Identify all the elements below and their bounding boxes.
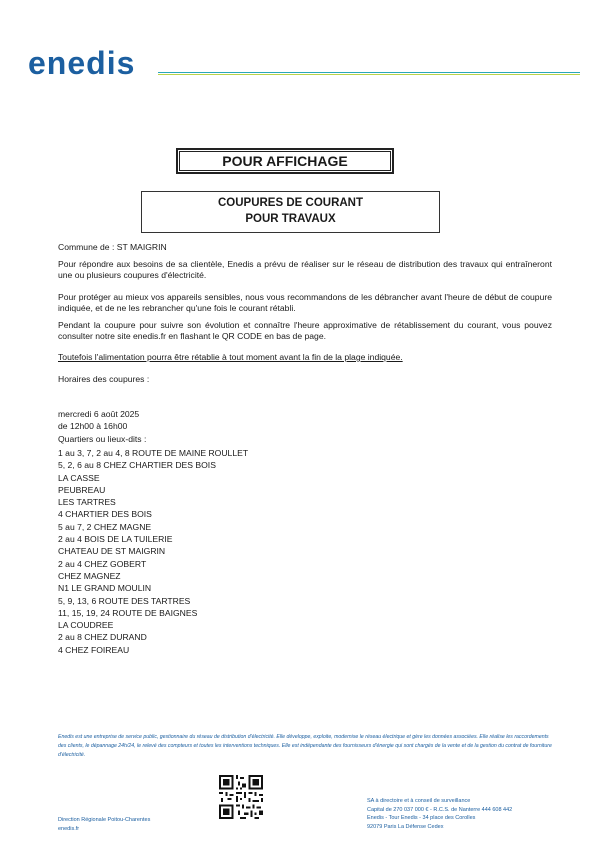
list-item: 2 au 8 CHEZ DURAND [58,632,147,643]
commune-line: Commune de : ST MAIGRIN [58,242,167,252]
paragraph-protect: Pour protéger au mieux vos appareils sensibles, nous vous recommandons de les débrancher avant l'heure de début de coupure indiquée, et de ne les rebrancher qu'une fois le courant rétabli. [58,292,552,313]
outage-time: de 12h00 à 16h00 [58,421,128,431]
list-item: PEUBREAU [58,484,106,495]
paragraph-warning: Toutefois l'alimentation pourra être rétablie à tout moment avant la fin de la plage indiquée. [58,352,403,362]
list-item: LES TARTRES [58,497,116,508]
list-item: 11, 15, 19, 24 ROUTE DE BAIGNES [58,607,198,618]
outage-date: mercredi 6 août 2025 [58,409,140,419]
list-item: 2 au 4 CHEZ GOBERT [58,558,147,569]
list-item: 1 au 3, 7, 2 au 4, 8 ROUTE DE MAINE ROULLET [58,448,249,458]
footer-company-info [367,797,512,831]
horaires-label: Horaires des coupures : [58,374,150,384]
coupures-title-line2: POUR TRAVAUX [245,213,336,225]
coupures-title-line1: COUPURES DE COURANT [217,197,364,209]
list-item: 4 CHARTIER DES BOIS [58,509,152,520]
list-item: 5, 9, 13, 6 ROUTE DES TARTRES [58,595,191,606]
quartiers-label: Quartiers ou lieux-dits : [58,434,147,444]
list-item: N1 LE GRAND MOULIN [58,583,152,594]
list-item: 5 au 7, 2 CHEZ MAGNE [58,521,152,532]
list-item: CHATEAU DE ST MAIGRIN [58,546,166,557]
header-rule [158,72,580,73]
paragraph-qr: Pendant la coupure pour suivre son évolution et connaître l'heure approximative de rétablissement du courant, vous pouvez consulter notre site enedis.fr en flashant le QR CODE en bas de page. [58,320,552,341]
direction-name: Direction Régionale Poitou-Charentes [58,817,151,823]
list-item: 2 au 4 BOIS DE LA TUILERIE [58,534,173,545]
enedis-logo [28,44,158,80]
company-capital: Capital de 270 037 000 € - R.C.S. de Nanterre 444 608 442 [367,806,513,813]
list-item: 4 CHEZ FOIREAU [58,644,130,655]
locations-list [58,447,248,656]
pour-affichage-title: POUR AFFICHAGE [179,151,391,171]
company-form: SA à directoire et à conseil de surveillance [367,798,471,804]
company-city: 92079 Paris La Défense Cedex [367,823,444,830]
list-item: CHEZ MAGNEZ [58,570,121,581]
site-link[interactable]: enedis.fr [58,826,80,832]
footer-direction [58,816,150,834]
coupures-box [141,191,440,233]
list-item: LA CASSE [58,472,100,483]
list-item: LA COUDREE [58,620,114,631]
qr-code-icon[interactable] [219,775,263,819]
svg-text:enedis: enedis [28,45,136,80]
header-rule-accent [158,74,580,75]
pour-affichage-box [176,148,394,174]
paragraph-intro: Pour répondre aux besoins de sa clientèle, Enedis a prévu de réaliser sur le réseau de distribution des travaux qui entraîneront une ou plusieurs coupures d'électricité. [58,259,552,280]
legal-notice: Enedis est une entreprise de service public, gestionnaire du réseau de distribution d'électricité. Elle développe, exploite, modernise le réseau électrique et gère les données associées. Elle réalise les raccordements des clients, le dépannage 24h/24, le relevé des compteurs et toutes les interventions techniques. Elle est indépendante des fournisseurs d'énergie qui sont chargés de la vente et de la gestion du contrat de fourniture d'électricité. [58,734,552,758]
list-item: 5, 2, 6 au 8 CHEZ CHARTIER DES BOIS [58,460,216,471]
company-address: Enedis - Tour Enedis - 34 place des Corolles [367,815,476,821]
